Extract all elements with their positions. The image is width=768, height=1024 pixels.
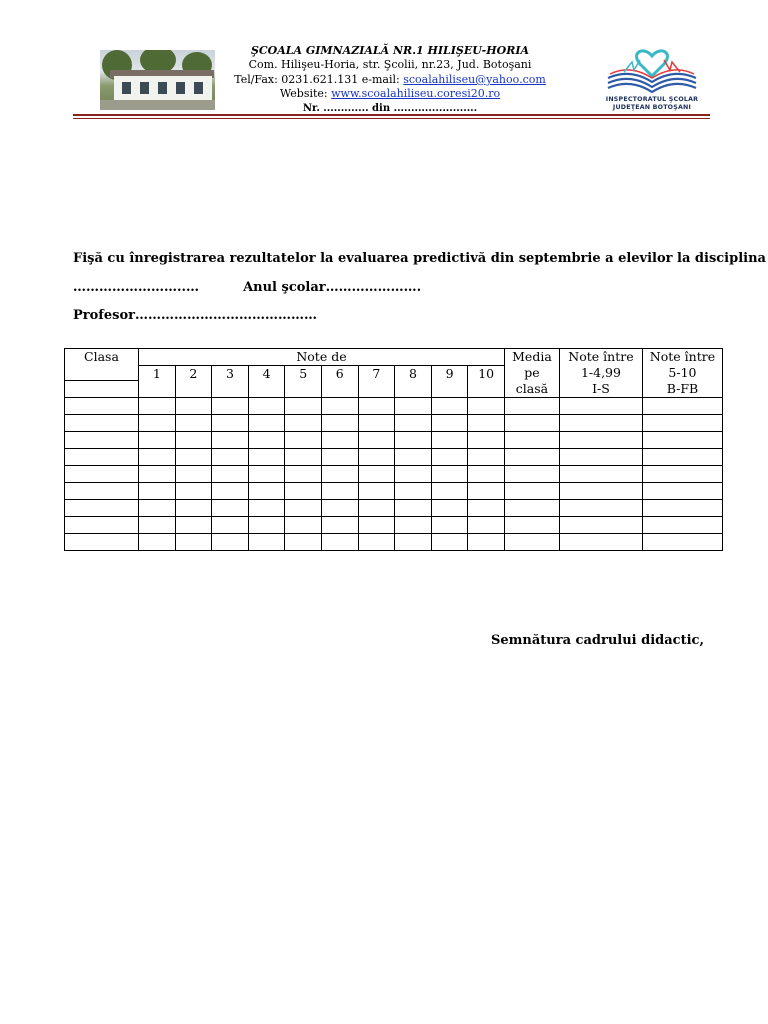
registration-number: Nr. ............. din ........................ [302, 102, 478, 114]
header-grades: Note de [139, 349, 505, 366]
school-website-line: Website: www.scoalahiliseu.coresi20.ro [279, 87, 501, 101]
header-grades-high: Note între 5-10 B-FB [642, 349, 722, 398]
grades-table [64, 348, 723, 551]
header-rule-thin [73, 118, 710, 119]
table-row [65, 415, 723, 432]
website-link[interactable]: www.scoalahiliseu.coresi20.ro [331, 87, 501, 101]
school-name: ŞCOALA GIMNAZIALĂ NR.1 HILIŞEU-HORIA [250, 44, 530, 57]
table-row [65, 483, 723, 500]
email-link[interactable]: scoalahiliseu@yahoo.com [403, 72, 546, 86]
discipline-year-line [73, 280, 421, 295]
grade-8: 8 [395, 366, 432, 398]
table-row [65, 500, 723, 517]
header-class-average: Media pe clasă [504, 349, 559, 398]
teacher-label: Profesor…………………………………… [73, 308, 317, 323]
header-rule-thick [73, 114, 710, 116]
grade-7: 7 [358, 366, 395, 398]
table-row [65, 534, 723, 551]
header-class-spacer [65, 381, 139, 398]
school-year-label: Anul şcolar…………………. [243, 280, 422, 295]
inspectorate-logo [596, 48, 708, 116]
school-address: Com. Hilişeu-Horia, str. Şcolii, nr.23, Jud. Botoşani [248, 58, 532, 72]
table-row [65, 517, 723, 534]
open-book-heart-icon [604, 48, 700, 96]
grade-9: 9 [431, 366, 468, 398]
school-contact-block [222, 44, 558, 116]
inspectorate-name-line2: JUDEŢEAN BOTOŞANI [612, 103, 692, 111]
grade-4: 4 [248, 366, 285, 398]
grade-6: 6 [321, 366, 358, 398]
table-row [65, 449, 723, 466]
grade-2: 2 [175, 366, 212, 398]
table-row [65, 466, 723, 483]
grade-10: 10 [468, 366, 505, 398]
inspectorate-name-line1: INSPECTORATUL ŞCOLAR [605, 96, 699, 103]
discipline-blank: ……………………..… [73, 280, 200, 295]
school-photo [100, 50, 215, 110]
table-row [65, 398, 723, 415]
school-phone-line: Tel/Fax: 0231.621.131 e-mail: scoalahiliseu@yahoo.com [234, 72, 546, 86]
header-grades-low: Note între 1-4,99 I-S [559, 349, 642, 398]
grade-1: 1 [139, 366, 176, 398]
table-row [65, 432, 723, 449]
grade-5: 5 [285, 366, 322, 398]
signature-label: Semnătura cadrului didactic, [491, 633, 704, 648]
header-class: Clasa [65, 349, 139, 381]
document-title: Fişă cu înregistrarea rezultatelor la evaluarea predictivă din septembrie a elevilor la disciplina [73, 251, 766, 266]
document-header [72, 44, 710, 116]
grade-3: 3 [212, 366, 249, 398]
table-header-row [65, 349, 723, 366]
